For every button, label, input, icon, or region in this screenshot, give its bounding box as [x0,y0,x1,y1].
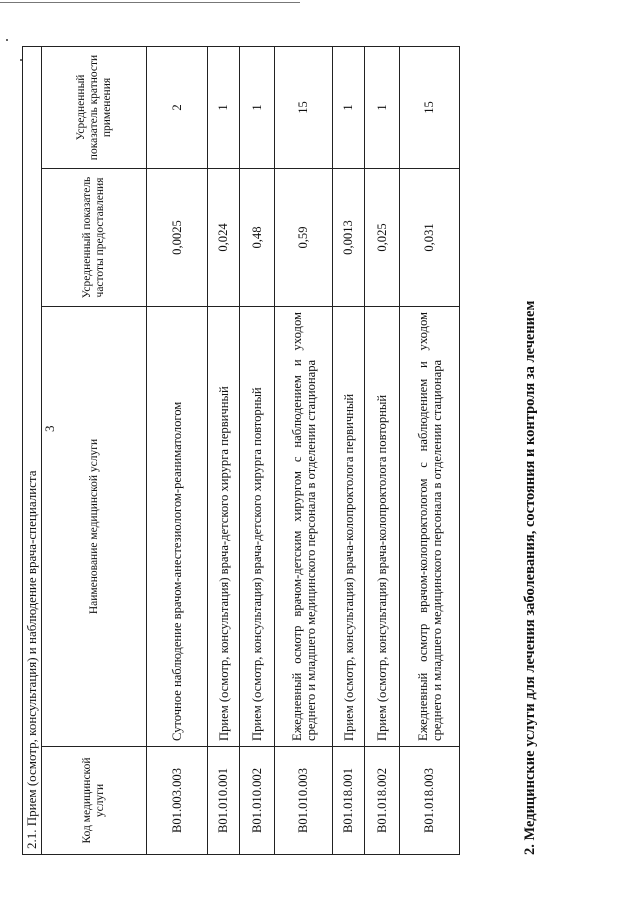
column-header-code: Код медицинской услуги [42,747,147,855]
frequency-value: 0,025 [365,169,400,307]
service-name: Прием (осмотр, консультация) врача-колопроктолога первичный [333,307,365,747]
frequency-value: 0,024 [208,169,240,307]
page-number: 3 [42,425,57,432]
table-header-row [42,46,147,854]
service-name: Прием (осмотр, консультация) врача-колопроктолога повторный [365,307,400,747]
table-row [400,46,460,854]
medical-services-table [22,46,460,855]
service-code: B01.018.001 [333,747,365,855]
service-code: B01.003.003 [147,747,208,855]
service-name: Ежедневный осмотр врачом-колопроктологом с наблюдением и уходом среднего и младшего медицинского персонала в отделении стационара [400,307,460,747]
service-name: Прием (осмотр, консультация) врача-детского хирурга повторный [240,307,275,747]
multiplicity-value: 1 [365,46,400,168]
service-code: B01.010.001 [208,747,240,855]
frequency-value: 0,59 [275,169,333,307]
multiplicity-value: 15 [400,46,460,168]
service-code: B01.010.003 [275,747,333,855]
table-row [147,46,208,854]
service-code: B01.018.002 [365,747,400,855]
table-row [275,46,333,854]
service-code: B01.018.003 [400,747,460,855]
column-header-frequency: Усредненный показатель частоты предоставления [42,169,147,307]
multiplicity-value: 1 [333,46,365,168]
subsection-title: 2.1. Прием (осмотр, консультация) и наблюдение врача-специалиста [23,46,42,854]
column-header-multiplicity: Усредненный показатель кратности применения [42,46,147,168]
table-row [365,46,400,854]
table-row [240,46,275,854]
frequency-value: 0,0025 [147,169,208,307]
multiplicity-value: 1 [208,46,240,168]
service-name: Ежедневный осмотр врачом-детским хирургом с наблюдением и уходом среднего и младшего медицинского персонала в отделении стационара [275,307,333,747]
table-row [208,46,240,854]
multiplicity-value: 15 [275,46,333,168]
multiplicity-value: 2 [147,46,208,168]
service-name: Прием (осмотр, консультация) врача-детского хирурга первичный [208,307,240,747]
table-row [333,46,365,854]
frequency-value: 0,031 [400,169,460,307]
frequency-value: 0,0013 [333,169,365,307]
frequency-value: 0,48 [240,169,275,307]
service-name: Суточное наблюдение врачом-анестезиологом-реаниматологом [147,307,208,747]
section-title: 2. Медицинские услуги для лечения заболевания, состояния и контроля за лечением [522,300,538,855]
service-code: B01.010.002 [240,747,275,855]
column-header-name: Наименование медицинской услуги [42,307,147,747]
multiplicity-value: 1 [240,46,275,168]
